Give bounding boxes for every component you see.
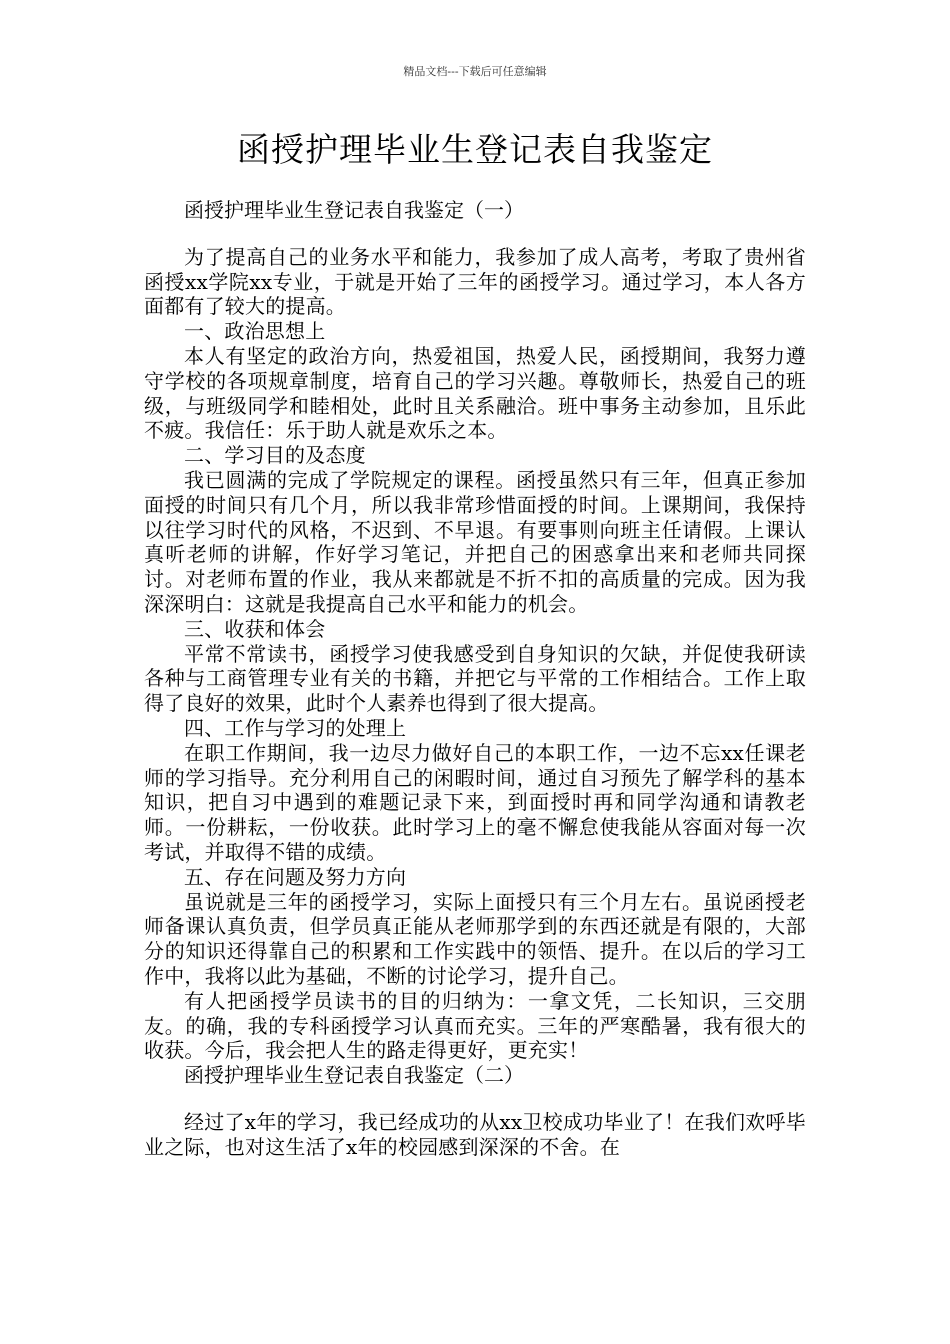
section-heading-politics: 一、政治思想上	[184, 319, 326, 344]
part1-subtitle: 函授护理毕业生登记表自我鉴定（一）	[184, 198, 524, 222]
section-heading-problems: 五、存在问题及努力方向	[184, 864, 407, 889]
spacer	[144, 223, 806, 245]
section-body-work-study: 在职工作期间，我一边尽力做好自己的本职工作，一边不忘xx任课老师的学习指导。充分利用自己的闲暇时间，通过自习预先了解学科的基本知识，把自习中遇到的难题记录下来，到面授时再和同学沟通和请教老师。一份耕耘，一份收获。此时学习上的毫不懈怠使我能从容面对每一次考试，并取得不错的成绩。	[144, 740, 806, 864]
section-body-study-attitude: 我已圆满的完成了学院规定的课程。函授虽然只有三年，但真正参加面授的时间只有几个月，所以我非常珍惜面授的时间。上课期间，我保持以往学习时代的风格，不迟到、不早退。有要事则向班主任请假。上课认真听老师的讲解，作好学习笔记，并把自己的困惑拿出来和老师共同探讨。对老师布置的作业，我从来都就是不折不扣的高质量的完成。因为我深深明白：这就是我提高自己水平和能力的机会。	[144, 467, 806, 616]
part2-subtitle: 函授护理毕业生登记表自我鉴定（二）	[184, 1063, 524, 1088]
part1-closing-paragraph: 有人把函授学员读书的目的归纳为：一拿文凭，二长知识，三交朋友。的确，我的专科函授学习认真而充实。三年的严寒酷暑，我有很大的收获。今后，我会把人生的路走得更好，更充实！	[144, 988, 806, 1063]
part1-intro-paragraph: 为了提高自己的业务水平和能力，我参加了成人高考，考取了贵州省函授xx学院xx专业，于就是开始了三年的函授学习。通过学习，本人各方面都有了较大的提高。	[144, 244, 806, 319]
section-heading-work-study: 四、工作与学习的处理上	[184, 715, 407, 740]
section-body-problems: 虽说就是三年的函授学习，实际上面授只有三个月左右。虽说函授老师备课认真负责，但学员真正能从老师那学到的东西还就是有限的，大部分的知识还得靠自己的积累和工作实践中的领悟、提升。在以后的学习工作中，我将以此为基础，不断的讨论学习，提升自己。	[144, 889, 806, 988]
part2-intro-paragraph: 经过了x年的学习，我已经成功的从xx卫校成功毕业了！在我们欢呼毕业之际，也对这生活了x年的校园感到深深的不舍。在	[144, 1109, 806, 1159]
section-body-politics: 本人有坚定的政治方向，热爱祖国，热爱人民，函授期间，我努力遵守学校的各项规章制度，培育自己的学习兴趣。尊敬师长，热爱自己的班级，与班级同学和睦相处，此时且关系融洽。班中事务主动参加，且乐此不疲。我信任：乐于助人就是欢乐之本。	[144, 343, 806, 443]
document-title: 函授护理毕业生登记表自我鉴定	[237, 130, 713, 169]
page-header: 精品文档---下载后可任意编辑	[403, 65, 547, 78]
document-body	[144, 198, 806, 1159]
section-heading-study-attitude: 二、学习目的及态度	[184, 443, 366, 468]
spacer	[144, 1088, 806, 1110]
section-body-gains: 平常不常读书，函授学习使我感受到自身知识的欠缺，并促使我研读各种与工商管理专业有关的书籍，并把它与平常的工作相结合。工作上取得了良好的效果，此时个人素养也得到了很大提高。	[144, 641, 806, 716]
section-heading-gains: 三、收获和体会	[184, 616, 326, 641]
